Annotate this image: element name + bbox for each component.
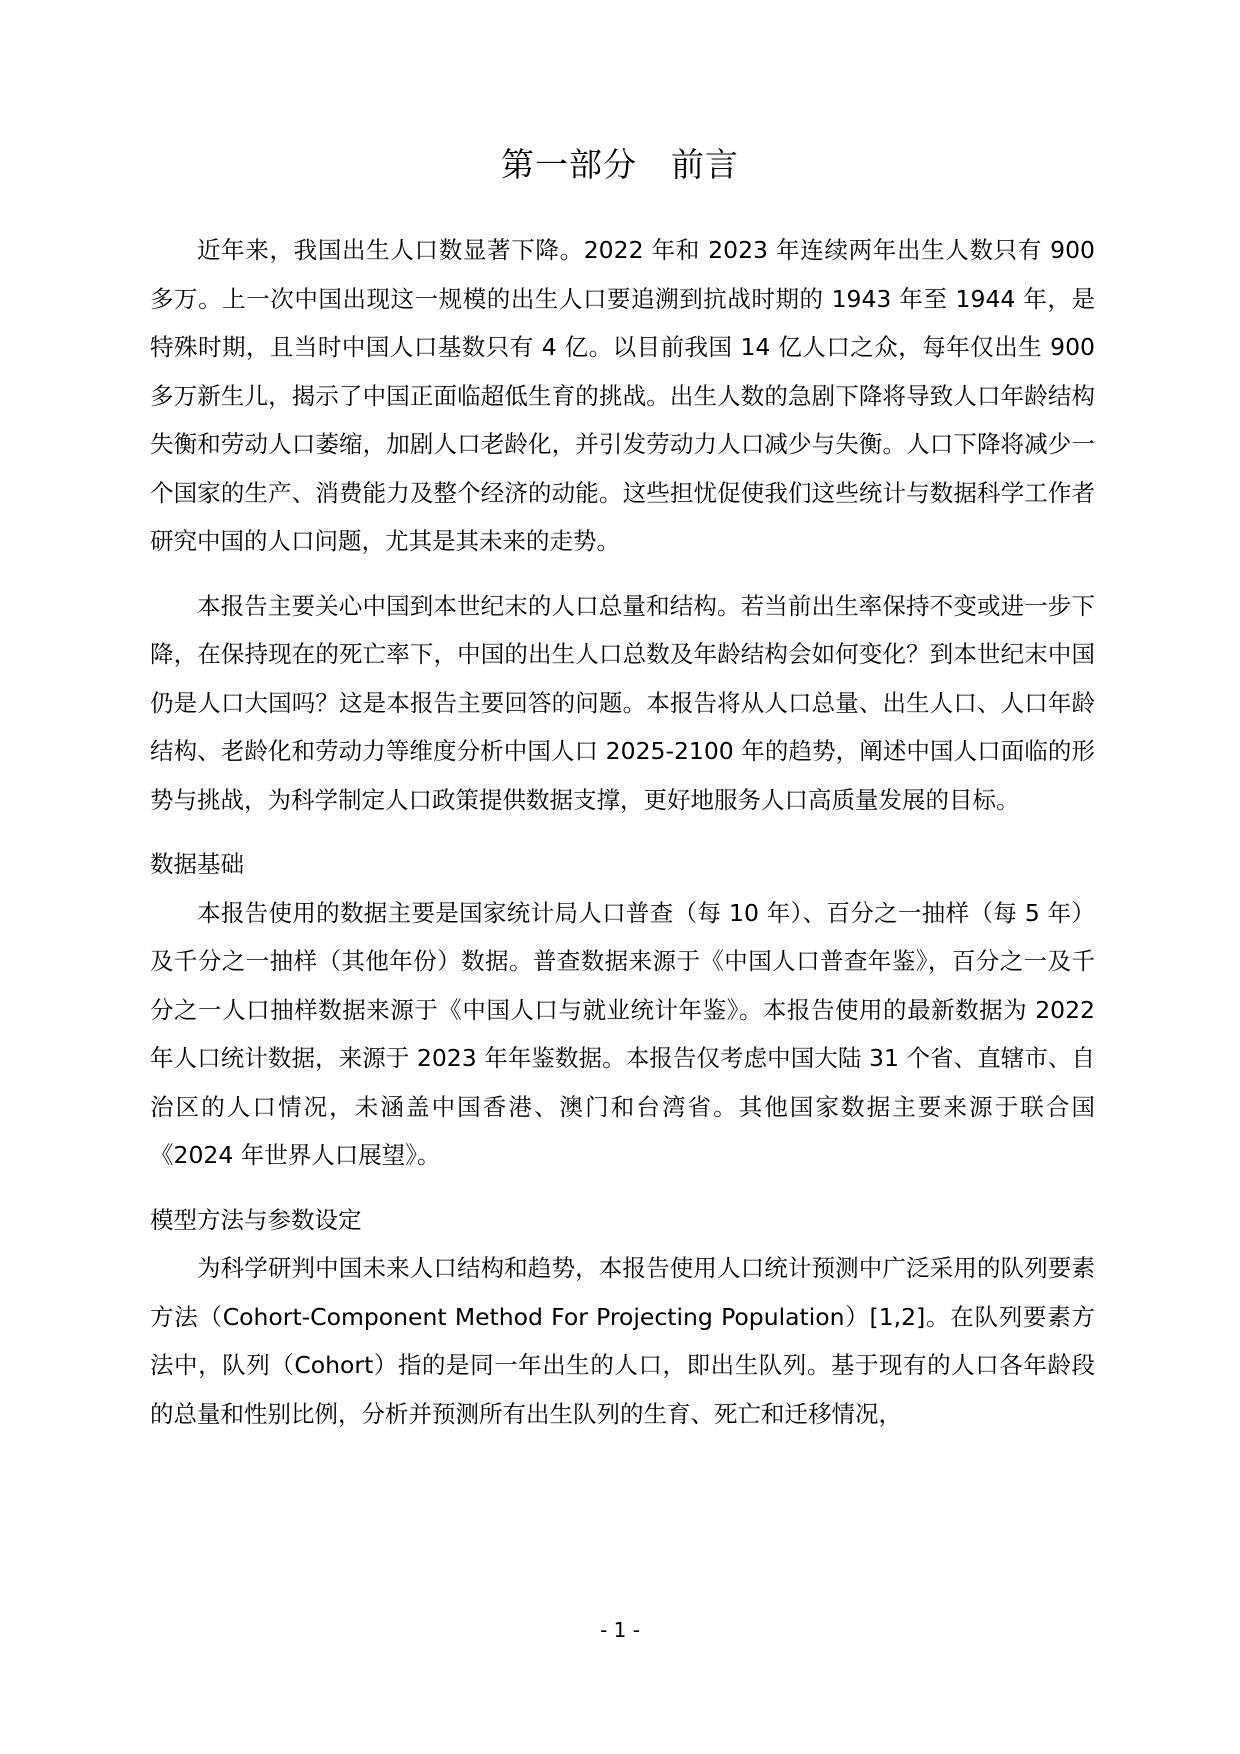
section-paragraph-data: 本报告使用的数据主要是国家统计局人口普查（每 10 年）、百分之一抽样（每 5 年）及千分之一抽样（其他年份）数据。普查数据来源于《中国人口普查年鉴》，百分之一及千分之一人口抽样数据来源于《中国人口与就业统计年鉴》。本报告使用的最新数据为 2022 年人口统计数据，来源于 2023 年年鉴数据。本报告仅考虑中国大陆 31 个省、直辖市、自治区的人口情况，未涵盖中国香港、澳门和台湾省。其他国家数据主要来源于联合国《2024 年世界人口展望》。 [150, 898, 1095, 1169]
page-number: - 1 - [600, 1618, 640, 1642]
document-body [150, 226, 1095, 1438]
section-heading-model: 模型方法与参数设定 [150, 1205, 362, 1234]
section-paragraph-model: 为科学研判中国未来人口结构和趋势，本报告使用人口统计预测中广泛采用的队列要素方法（Cohort-Component Method For Projecting Population）[1,2]。在队列要素方法中，队列（Cohort）指的是同一年出生的人口，即出生队列。基于现有的人口各年龄段的总量和性别比例，分析并预测所有出生队列的生育、死亡和迁移情况， [150, 1254, 1095, 1428]
section-heading-data: 数据基础 [150, 850, 244, 878]
page-title: 第一部分 前言 [501, 145, 739, 184]
intro-paragraph-2: 本报告主要关心中国到本世纪末的人口总量和结构。若当前出生率保持不变或进一步下降，在保持现在的死亡率下，中国的出生人口总数及年龄结构会如何变化？到本世纪末中国仍是人口大国吗？这是本报告主要回答的问题。本报告将从人口总量、出生人口、人口年龄结构、老龄化和劳动力等维度分析中国人口 2025-2100 年的趋势，阐述中国人口面临的形势与挑战，为科学制定人口政策提供数据支撑，更好地服务人口高质量发展的目标。 [150, 591, 1095, 814]
intro-paragraph-1: 近年来，我国出生人口数显著下降。2022 年和 2023 年连续两年出生人数只有 900 多万。上一次中国出现这一规模的出生人口要追溯到抗战时期的 1943 年至 1944 年，是特殊时期，且当时中国人口基数只有 4 亿。以目前我国 14 亿人口之众，每年仅出生 900 多万新生儿，揭示了中国正面临超低生育的挑战。出生人数的急剧下降将导致人口年龄结构失衡和劳动人口萎缩，加剧人口老龄化，并引发劳动力人口减少与失衡。人口下降将减少一个国家的生产、消费能力及整个经济的动能。这些担忧促使我们这些统计与数据科学工作者研究中国的人口问题，尤其是其未来的走势。 [150, 236, 1095, 555]
